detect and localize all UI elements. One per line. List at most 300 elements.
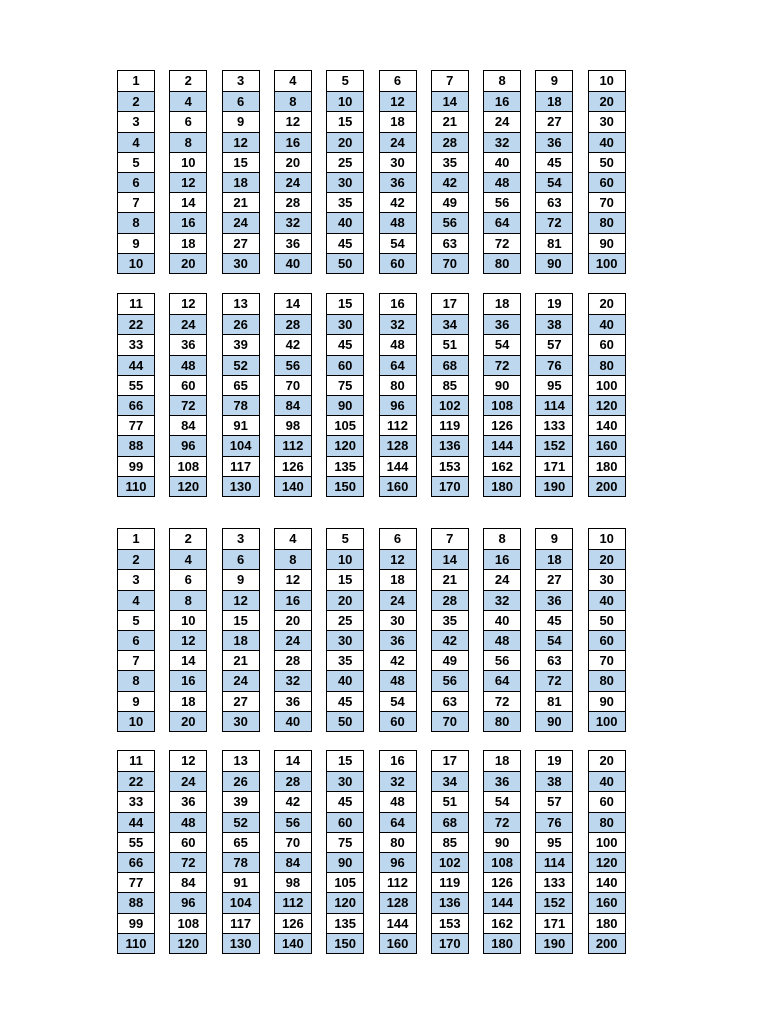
table-cell: 39 — [223, 334, 259, 354]
table-cell: 136 — [432, 892, 468, 912]
table-cell: 144 — [484, 892, 520, 912]
table-cell: 22 — [118, 314, 154, 334]
table-cell: 6 — [118, 172, 154, 192]
table-cell: 60 — [327, 355, 363, 375]
table-cell: 32 — [380, 314, 416, 334]
table-cell: 120 — [589, 395, 625, 415]
table-cell: 16 — [484, 91, 520, 111]
table-cell: 64 — [380, 812, 416, 832]
table-cell: 72 — [484, 233, 520, 253]
table-cell: 85 — [432, 375, 468, 395]
table-cell: 40 — [589, 771, 625, 791]
table-cell: 40 — [589, 590, 625, 610]
table-cell: 36 — [275, 691, 311, 711]
table-cell: 135 — [327, 456, 363, 476]
table-cell: 36 — [170, 791, 206, 811]
table-cell: 8 — [170, 132, 206, 152]
table-cell: 110 — [118, 933, 154, 953]
table-cell: 18 — [170, 233, 206, 253]
table-cell: 60 — [589, 172, 625, 192]
table-cell: 63 — [432, 691, 468, 711]
table-cell: 36 — [484, 314, 520, 334]
table-cell: 12 — [380, 91, 416, 111]
table-cell: 135 — [327, 913, 363, 933]
table-cell: 40 — [589, 132, 625, 152]
table-cell: 100 — [589, 375, 625, 395]
table-cell: 30 — [589, 111, 625, 131]
times-table-column — [222, 750, 260, 954]
table-cell: 10 — [170, 152, 206, 172]
table-cell: 16 — [275, 132, 311, 152]
table-cell: 160 — [589, 892, 625, 912]
table-cell: 11 — [129, 753, 143, 768]
table-cell: 18 — [223, 630, 259, 650]
table-cell: 140 — [275, 476, 311, 496]
table-cell: 17 — [442, 753, 458, 768]
table-cell: 75 — [327, 832, 363, 852]
table-cell: 153 — [432, 456, 468, 476]
table-cell: 80 — [484, 253, 520, 273]
table-cell: 8 — [275, 91, 311, 111]
table-cell: 48 — [380, 334, 416, 354]
table-cell: 9 — [118, 233, 154, 253]
table-cell: 40 — [484, 610, 520, 630]
table-cell: 180 — [589, 456, 625, 476]
table-cell: 95 — [536, 375, 572, 395]
table-cell: 32 — [275, 212, 311, 232]
table-cell: 30 — [327, 771, 363, 791]
table-cell: 3 — [118, 111, 154, 131]
times-table-column — [431, 750, 469, 954]
table-cell: 48 — [484, 630, 520, 650]
table-cell: 20 — [599, 296, 614, 311]
table-cell: 14 — [285, 296, 301, 311]
table-cell: 48 — [170, 355, 206, 375]
table-cell: 28 — [432, 132, 468, 152]
table-cell: 112 — [275, 435, 311, 455]
table-cell: 171 — [536, 913, 572, 933]
table-cell: 95 — [536, 832, 572, 852]
table-cell: 77 — [118, 415, 154, 435]
table-cell: 114 — [536, 852, 572, 872]
table-cell: 48 — [380, 791, 416, 811]
table-cell: 42 — [432, 630, 468, 650]
table-cell: 70 — [432, 711, 468, 731]
table-cell: 15 — [327, 569, 363, 589]
table-cell: 2 — [184, 531, 192, 546]
table-cell: 120 — [170, 476, 206, 496]
table-cell: 57 — [536, 791, 572, 811]
table-cell: 13 — [233, 753, 248, 768]
table-cell: 160 — [589, 435, 625, 455]
table-cell: 10 — [599, 531, 614, 546]
table-cell: 40 — [275, 253, 311, 273]
table-cell: 45 — [327, 691, 363, 711]
table-cell: 50 — [327, 253, 363, 273]
table-cell: 16 — [170, 670, 206, 690]
table-cell: 45 — [327, 334, 363, 354]
table-cell: 30 — [223, 711, 259, 731]
table-cell: 32 — [484, 590, 520, 610]
table-cell: 144 — [380, 913, 416, 933]
table-cell: 30 — [380, 152, 416, 172]
times-table-column — [169, 293, 207, 497]
times-table-column — [588, 750, 626, 954]
table-cell: 102 — [432, 852, 468, 872]
table-cell: 56 — [432, 670, 468, 690]
table-cell: 4 — [289, 73, 297, 88]
table-cell: 77 — [118, 872, 154, 892]
table-cell: 120 — [589, 852, 625, 872]
table-cell: 200 — [589, 476, 625, 496]
table-cell: 42 — [380, 650, 416, 670]
table-cell: 30 — [327, 314, 363, 334]
table-cell: 8 — [498, 531, 506, 546]
table-cell: 24 — [170, 771, 206, 791]
table-cell: 60 — [380, 253, 416, 273]
table-cell: 64 — [380, 355, 416, 375]
table-cell: 5 — [118, 610, 154, 630]
table-cell: 80 — [589, 355, 625, 375]
table-cell: 6 — [223, 91, 259, 111]
table-cell: 55 — [118, 832, 154, 852]
table-cell: 20 — [275, 152, 311, 172]
table-cell: 72 — [170, 395, 206, 415]
table-cell: 35 — [432, 152, 468, 172]
table-cell: 8 — [118, 670, 154, 690]
table-cell: 3 — [118, 569, 154, 589]
table-cell: 108 — [484, 852, 520, 872]
table-cell: 17 — [442, 296, 458, 311]
table-cell: 90 — [536, 711, 572, 731]
table-cell: 63 — [432, 233, 468, 253]
table-cell: 26 — [223, 314, 259, 334]
times-table-column — [169, 750, 207, 954]
table-cell: 35 — [327, 650, 363, 670]
table-cell: 150 — [327, 933, 363, 953]
table-cell: 72 — [484, 812, 520, 832]
table-cell: 36 — [170, 334, 206, 354]
table-cell: 12 — [275, 569, 311, 589]
table-cell: 128 — [380, 892, 416, 912]
times-table-column — [117, 528, 155, 732]
table-cell: 50 — [589, 610, 625, 630]
table-cell: 45 — [327, 233, 363, 253]
table-cell: 56 — [275, 812, 311, 832]
table-cell: 12 — [170, 172, 206, 192]
table-cell: 6 — [170, 111, 206, 131]
table-cell: 144 — [484, 435, 520, 455]
table-cell: 200 — [589, 933, 625, 953]
table-cell: 49 — [432, 192, 468, 212]
table-cell: 64 — [484, 670, 520, 690]
table-cell: 54 — [536, 630, 572, 650]
table-cell: 18 — [494, 753, 510, 768]
times-table-column — [274, 293, 312, 497]
table-cell: 14 — [432, 549, 468, 569]
table-cell: 21 — [223, 650, 259, 670]
table-cell: 81 — [536, 691, 572, 711]
table-cell: 57 — [536, 334, 572, 354]
table-cell: 90 — [484, 375, 520, 395]
table-cell: 12 — [170, 630, 206, 650]
table-cell: 76 — [536, 812, 572, 832]
table-cell: 54 — [380, 233, 416, 253]
table-cell: 56 — [484, 192, 520, 212]
table-cell: 130 — [223, 933, 259, 953]
table-cell: 36 — [275, 233, 311, 253]
table-cell: 90 — [327, 852, 363, 872]
table-cell: 40 — [484, 152, 520, 172]
table-cell: 70 — [432, 253, 468, 273]
table-cell: 90 — [484, 832, 520, 852]
table-cell: 21 — [432, 569, 468, 589]
table-cell: 14 — [170, 192, 206, 212]
table-cell: 8 — [170, 590, 206, 610]
table-cell: 75 — [327, 375, 363, 395]
table-cell: 10 — [118, 253, 154, 273]
table-cell: 15 — [223, 152, 259, 172]
table-cell: 96 — [380, 395, 416, 415]
table-cell: 96 — [170, 892, 206, 912]
table-cell: 10 — [327, 91, 363, 111]
table-cell: 90 — [589, 691, 625, 711]
table-cell: 98 — [275, 872, 311, 892]
table-cell: 70 — [275, 375, 311, 395]
table-cell: 126 — [275, 913, 311, 933]
table-cell: 12 — [181, 753, 196, 768]
table-cell: 14 — [285, 753, 301, 768]
table-cell: 48 — [380, 212, 416, 232]
table-cell: 49 — [432, 650, 468, 670]
table-cell: 136 — [432, 435, 468, 455]
table-cell: 9 — [223, 111, 259, 131]
table-cell: 18 — [536, 549, 572, 569]
table-cell: 9 — [550, 73, 558, 88]
table-cell: 16 — [275, 590, 311, 610]
table-cell: 27 — [536, 569, 572, 589]
table-cell: 54 — [484, 791, 520, 811]
table-cell: 117 — [223, 456, 259, 476]
table-cell: 45 — [327, 791, 363, 811]
table-cell: 18 — [380, 111, 416, 131]
table-cell: 32 — [275, 670, 311, 690]
table-cell: 12 — [223, 590, 259, 610]
table-cell: 20 — [589, 91, 625, 111]
table-cell: 9 — [118, 691, 154, 711]
table-cell: 153 — [432, 913, 468, 933]
table-cell: 5 — [341, 73, 349, 88]
table-cell: 20 — [170, 253, 206, 273]
table-cell: 38 — [536, 771, 572, 791]
table-cell: 20 — [599, 753, 614, 768]
table-cell: 52 — [223, 812, 259, 832]
table-cell: 6 — [118, 630, 154, 650]
table-cell: 48 — [170, 812, 206, 832]
table-cell: 99 — [118, 913, 154, 933]
table-cell: 18 — [380, 569, 416, 589]
table-cell: 60 — [170, 832, 206, 852]
table-cell: 68 — [432, 355, 468, 375]
times-table-column — [483, 70, 521, 274]
table-cell: 18 — [170, 691, 206, 711]
table-cell: 70 — [275, 832, 311, 852]
table-cell: 180 — [589, 913, 625, 933]
table-cell: 48 — [484, 172, 520, 192]
times-table-column — [326, 293, 364, 497]
table-cell: 25 — [327, 152, 363, 172]
table-cell: 36 — [536, 132, 572, 152]
table-cell: 34 — [432, 771, 468, 791]
table-cell: 91 — [223, 415, 259, 435]
table-cell: 24 — [380, 590, 416, 610]
table-cell: 24 — [275, 172, 311, 192]
table-cell: 45 — [536, 152, 572, 172]
table-cell: 1 — [132, 73, 140, 88]
table-cell: 10 — [599, 73, 614, 88]
table-cell: 28 — [275, 314, 311, 334]
times-table-column — [483, 528, 521, 732]
table-cell: 9 — [223, 569, 259, 589]
times-table-column — [588, 293, 626, 497]
table-cell: 32 — [380, 771, 416, 791]
table-cell: 21 — [432, 111, 468, 131]
table-cell: 28 — [275, 650, 311, 670]
table-cell: 56 — [432, 212, 468, 232]
table-cell: 54 — [380, 691, 416, 711]
times-table-column — [535, 528, 573, 732]
table-cell: 2 — [118, 91, 154, 111]
table-cell: 25 — [327, 610, 363, 630]
table-cell: 16 — [390, 296, 405, 311]
table-cell: 6 — [393, 531, 402, 546]
table-cell: 140 — [275, 933, 311, 953]
times-table-column — [535, 70, 573, 274]
table-cell: 40 — [327, 670, 363, 690]
table-cell: 90 — [327, 395, 363, 415]
table-cell: 180 — [484, 933, 520, 953]
table-cell: 24 — [275, 630, 311, 650]
table-cell: 78 — [223, 852, 259, 872]
table-cell: 21 — [223, 192, 259, 212]
table-cell: 42 — [432, 172, 468, 192]
table-cell: 24 — [380, 132, 416, 152]
table-cell: 63 — [536, 650, 572, 670]
table-cell: 80 — [589, 212, 625, 232]
table-cell: 7 — [118, 192, 154, 212]
times-table-column — [588, 528, 626, 732]
table-cell: 65 — [223, 375, 259, 395]
table-cell: 105 — [327, 415, 363, 435]
table-cell: 152 — [536, 892, 572, 912]
table-cell: 6 — [393, 73, 402, 88]
table-cell: 15 — [337, 296, 353, 311]
table-cell: 126 — [484, 415, 520, 435]
table-cell: 27 — [536, 111, 572, 131]
table-cell: 120 — [327, 435, 363, 455]
table-cell: 35 — [432, 610, 468, 630]
table-cell: 60 — [327, 812, 363, 832]
table-cell: 100 — [589, 711, 625, 731]
times-table-column — [431, 293, 469, 497]
table-cell: 119 — [432, 872, 468, 892]
table-cell: 140 — [589, 872, 625, 892]
table-cell: 12 — [181, 296, 196, 311]
table-cell: 19 — [547, 296, 562, 311]
table-cell: 36 — [380, 172, 416, 192]
table-cell: 33 — [118, 334, 154, 354]
table-cell: 10 — [327, 549, 363, 569]
table-cell: 24 — [484, 111, 520, 131]
table-cell: 36 — [380, 630, 416, 650]
table-cell: 42 — [275, 791, 311, 811]
table-cell: 84 — [170, 872, 206, 892]
table-cell: 66 — [118, 395, 154, 415]
times-table-column — [274, 528, 312, 732]
table-cell: 35 — [327, 192, 363, 212]
times-table-column — [431, 70, 469, 274]
table-cell: 33 — [118, 791, 154, 811]
table-cell: 104 — [223, 435, 259, 455]
table-cell: 100 — [589, 832, 625, 852]
table-cell: 6 — [223, 549, 259, 569]
table-cell: 5 — [341, 531, 349, 546]
table-cell: 150 — [327, 476, 363, 496]
table-cell: 48 — [380, 670, 416, 690]
table-cell: 108 — [170, 913, 206, 933]
table-cell: 18 — [536, 91, 572, 111]
table-cell: 44 — [118, 355, 154, 375]
table-cell: 40 — [275, 711, 311, 731]
table-cell: 39 — [223, 791, 259, 811]
table-cell: 27 — [223, 691, 259, 711]
table-cell: 54 — [484, 334, 520, 354]
table-cell: 14 — [432, 91, 468, 111]
table-cell: 30 — [223, 253, 259, 273]
table-cell: 88 — [118, 892, 154, 912]
table-cell: 72 — [484, 691, 520, 711]
table-cell: 18 — [223, 172, 259, 192]
table-cell: 24 — [223, 212, 259, 232]
table-cell: 133 — [536, 415, 572, 435]
table-cell: 38 — [536, 314, 572, 334]
table-cell: 28 — [275, 771, 311, 791]
table-cell: 105 — [327, 872, 363, 892]
table-cell: 56 — [275, 355, 311, 375]
table-cell: 19 — [547, 753, 562, 768]
table-cell: 4 — [118, 132, 154, 152]
table-cell: 26 — [223, 771, 259, 791]
table-cell: 96 — [170, 435, 206, 455]
table-cell: 190 — [536, 476, 572, 496]
table-cell: 112 — [380, 415, 416, 435]
table-cell: 85 — [432, 832, 468, 852]
times-table-column — [274, 750, 312, 954]
table-cell: 80 — [589, 670, 625, 690]
times-table-column — [588, 70, 626, 274]
table-cell: 20 — [327, 132, 363, 152]
table-cell: 15 — [337, 753, 353, 768]
table-cell: 3 — [236, 531, 245, 546]
table-cell: 55 — [118, 375, 154, 395]
table-cell: 64 — [484, 212, 520, 232]
table-cell: 63 — [536, 192, 572, 212]
table-cell: 30 — [327, 172, 363, 192]
table-cell: 4 — [289, 531, 297, 546]
table-cell: 15 — [327, 111, 363, 131]
table-cell: 130 — [223, 476, 259, 496]
table-cell: 7 — [446, 531, 454, 546]
